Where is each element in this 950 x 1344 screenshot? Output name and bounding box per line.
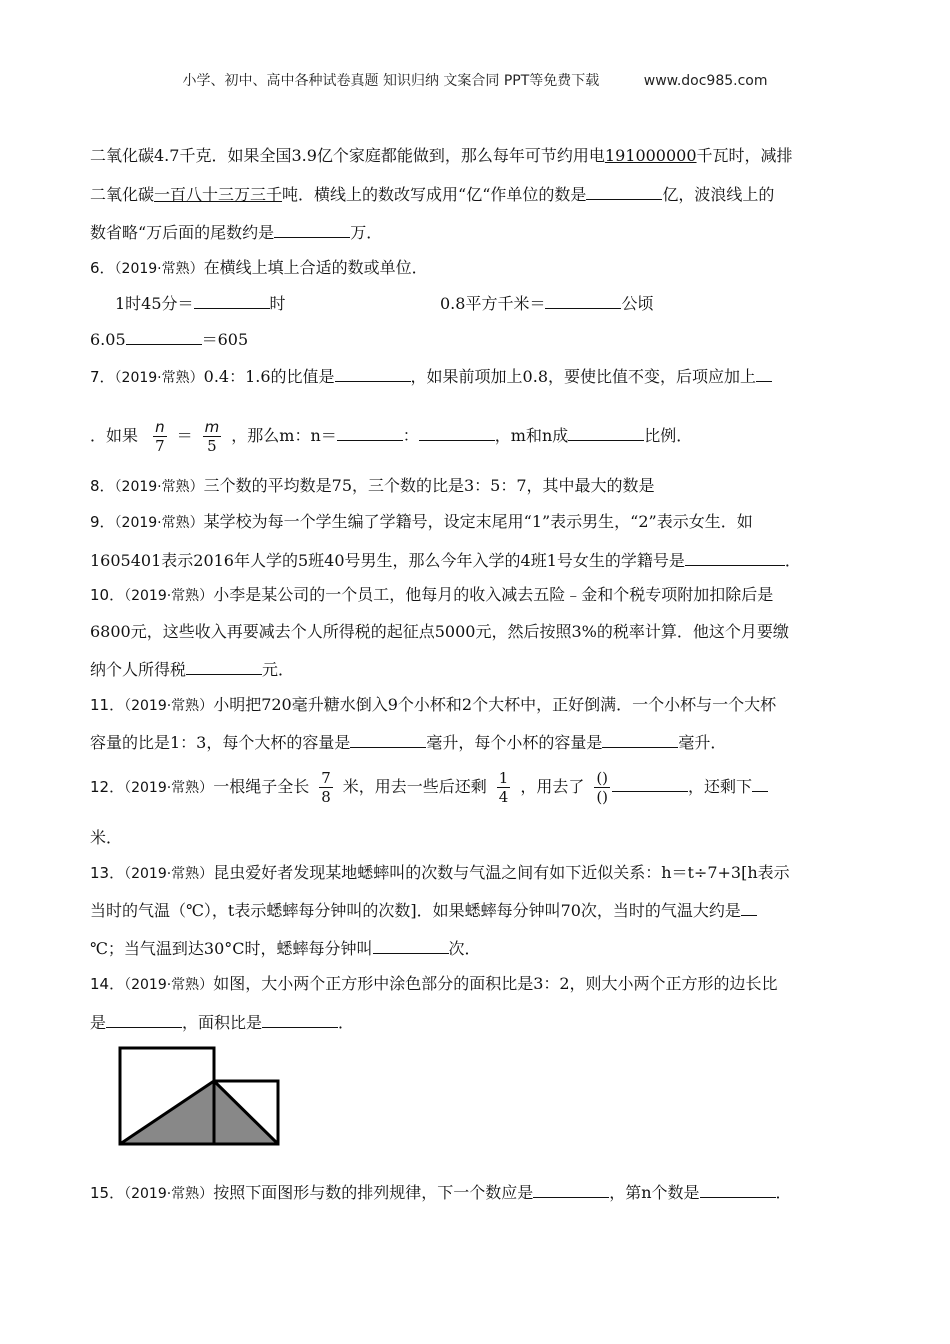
q11-line-2 [90, 731, 726, 754]
page-header [0, 70, 950, 90]
q13-blank-1[interactable] [741, 899, 757, 916]
q12-blank-1[interactable] [612, 775, 688, 792]
q7-blank-5[interactable] [568, 424, 644, 441]
q12-text: 米，用去一些后还剩 [342, 777, 487, 796]
q15-blank-2[interactable] [700, 1181, 776, 1198]
q15-text: ． [775, 1183, 792, 1202]
q11-blank-2[interactable] [602, 731, 678, 748]
q12-text: ，用去了 [520, 777, 585, 796]
q12-text: 米． [90, 828, 123, 847]
header-url[interactable]: www.doc985.com [643, 73, 768, 89]
q9-line-1 [90, 511, 753, 534]
q10-text: 元． [262, 660, 295, 679]
q14-text: ． [338, 1013, 355, 1032]
fraction-numerator: 7 [321, 769, 331, 787]
q7-text: 比例． [644, 426, 693, 445]
q5-blank-1[interactable] [586, 183, 662, 200]
q7-blank-2[interactable] [756, 365, 772, 382]
q13-blank-2[interactable] [373, 937, 449, 954]
q12-line-1 [90, 764, 768, 811]
question-source: （2019·常熟） [114, 261, 204, 277]
fraction-numerator: 1 [498, 769, 509, 787]
q5-text: 千瓦时，减排 [696, 146, 793, 165]
q8-text: 三个数的平均数是75，三个数的比是3：5：7，其中最大的数是 [203, 476, 655, 495]
q10-text: 纳个人所得税 [90, 660, 187, 679]
q15-blank-1[interactable] [533, 1181, 609, 1198]
q14-blank-2[interactable] [262, 1011, 338, 1028]
q9-text: 某学校为每一个学生编了学籍号，设定末尾用“1”表示男生，“2”表示女生．如 [203, 512, 753, 531]
q6-line-1 [90, 257, 428, 280]
question-source: （2019·常熟） [124, 977, 214, 993]
q13-line-2 [90, 899, 757, 922]
q10-line-1 [90, 584, 773, 607]
fraction-numerator: () [596, 769, 609, 787]
q10-text: 小李是某公司的一个员工，他每月的收入减去五险﹣金和个税专项附加扣除后是 [213, 585, 774, 604]
q7-text: ，如果前项加上0.8，要使比值不变，后项应加上 [410, 367, 756, 386]
q6-line-3 [90, 328, 248, 351]
q10-blank[interactable] [186, 658, 262, 675]
q6-item-3: 6.05 [90, 330, 126, 349]
q13-line-1 [90, 862, 790, 885]
q7-text: ．如果 [90, 426, 139, 445]
q6-text: 在横线上填上合适的数或单位． [203, 258, 428, 277]
fraction-denominator: 7 [155, 437, 165, 455]
q7-blank-3[interactable] [337, 424, 403, 441]
q6-item-1: 1时45分＝ [115, 294, 194, 313]
q13-text: 昆虫爱好者发现某地蟋蟀叫的次数与气温之间有如下近似关系：h＝t÷7+3[h表示 [213, 863, 790, 882]
question-number: 13． [90, 864, 125, 882]
q5-line-1 [90, 145, 793, 167]
q14-line-2 [90, 1011, 354, 1034]
question-source: （2019·常熟） [124, 780, 214, 796]
q5-underlined-number: 191000000 [604, 146, 697, 165]
question-number: 11． [90, 696, 125, 714]
q14-text: ，面积比是 [182, 1013, 263, 1032]
question-number: 7． [90, 368, 115, 386]
q14-line-1 [90, 973, 778, 996]
q5-text: 亿，波浪线上的 [662, 185, 775, 204]
q15-line-1 [90, 1181, 792, 1205]
question-number: 12． [90, 778, 125, 796]
q7-text: ，那么m：n＝ [231, 426, 337, 445]
q13-text: 当时的气温（℃），t表示蟋蟀每分钟叫的次数]．如果蟋蟀每分钟叫70次，当时的气温大约是 [90, 901, 741, 920]
q6-line-2 [115, 292, 286, 315]
q5-line-3 [90, 221, 382, 244]
q7-text: ，m和n成 [494, 426, 569, 445]
q5-blank-2[interactable] [274, 221, 350, 238]
question-number: 15． [90, 1184, 125, 1202]
q5-text: 万． [350, 223, 383, 242]
q7-line-1 [90, 365, 772, 389]
q6-unit-1: 时 [269, 294, 286, 313]
q6-blank-3[interactable] [126, 328, 202, 345]
q5-wavy-number: 一百八十三万三千 [154, 185, 283, 204]
q5-line-2 [90, 183, 774, 206]
q15-text: ，第n个数是 [609, 1183, 700, 1202]
fraction-denominator: () [596, 788, 609, 806]
question-source: （2019·常熟） [114, 370, 204, 386]
q9-text: 1605401表示2016年人学的5班40号男生，那么今年入学的4班1号女生的学籍号是 [90, 551, 685, 570]
q12-text: 一根绳子全长 [213, 777, 310, 796]
q6-item-2: 0.8平方千米＝ [440, 294, 546, 313]
q10-text: 6800元，这些收入再要减去个人所得税的起征点5000元，然后按照3%的税率计算．他这个月要缴 [90, 622, 789, 641]
q14-text: 是 [90, 1013, 107, 1032]
question-number: 14． [90, 975, 125, 993]
q13-text: ℃；当气温到达30°C时，蟋蟀每分钟叫 [90, 939, 373, 958]
question-source: （2019·常熟） [124, 588, 214, 604]
q12-blank-2[interactable] [752, 775, 768, 792]
q8-line-1 [90, 475, 655, 498]
question-number: 9． [90, 513, 115, 531]
question-source: （2019·常熟） [124, 1186, 214, 1202]
q11-text: 容量的比是1：3，每个大杯的容量是 [90, 733, 351, 752]
q7-line-2 [90, 414, 692, 458]
question-source: （2019·常熟） [124, 698, 214, 714]
q7-blank-1[interactable] [335, 365, 411, 382]
q7-text: 0.4：1.6的比值是 [203, 367, 335, 386]
q7-blank-4[interactable] [419, 424, 495, 441]
q11-text: 毫升，每个小杯的容量是 [426, 733, 603, 752]
q13-text: 次． [448, 939, 481, 958]
q14-text: 如图，大小两个正方形中涂色部分的面积比是3：2，则大小两个正方形的边长比 [213, 974, 778, 993]
q11-text: 毫升． [678, 733, 727, 752]
question-number: 6． [90, 259, 115, 277]
q6-blank-1[interactable] [194, 292, 270, 309]
q10-line-3 [90, 658, 294, 681]
q14-squares-figure [112, 1040, 284, 1152]
fraction-numerator: n [155, 418, 165, 436]
q9-line-2 [90, 549, 801, 572]
question-source: （2019·常熟） [114, 515, 204, 531]
question-number: 10． [90, 586, 125, 604]
q11-line-1 [90, 694, 776, 717]
q14-blank-1[interactable] [106, 1011, 182, 1028]
q7-fraction-2 [203, 418, 222, 455]
q13-line-3 [90, 937, 481, 960]
q9-blank[interactable] [685, 549, 785, 566]
fraction-numerator: m [204, 418, 220, 436]
header-text: 小学、初中、高中各种试卷真题 知识归纳 文案合同 PPT等免费下载 [182, 73, 600, 89]
q12-text: ，还剩下 [688, 777, 753, 796]
equals-sign: ＝ [176, 426, 193, 445]
q9-text: ． [784, 551, 801, 570]
q12-fraction-2 [497, 769, 511, 806]
q5-text: 数省略“万后面的尾数约是 [90, 223, 275, 242]
q5-text: 二氧化碳4.7千克．如果全国3.9亿个家庭都能做到，那么每年可节约用电 [90, 146, 605, 165]
q12-fraction-1 [319, 769, 333, 806]
q7-colon: ： [402, 426, 419, 445]
q12-fraction-blank[interactable] [594, 769, 610, 806]
q6-blank-2[interactable] [545, 292, 621, 309]
q7-fraction-1 [153, 418, 167, 455]
question-number: 8． [90, 477, 115, 495]
q15-text: 按照下面图形与数的排列规律，下一个数应是 [213, 1183, 534, 1202]
q6-line-2b [440, 292, 653, 315]
fraction-denominator: 8 [321, 788, 331, 806]
q10-line-2 [90, 621, 789, 643]
q11-text: 小明把720毫升糖水倒入9个小杯和2个大杯中，正好倒满．一个小杯与一个大杯 [213, 695, 777, 714]
q11-blank-1[interactable] [350, 731, 426, 748]
q5-text: 二氧化碳 [90, 185, 155, 204]
question-source: （2019·常熟） [124, 866, 214, 882]
q6-item-3-result: ＝605 [201, 330, 249, 349]
fraction-denominator: 5 [207, 437, 217, 455]
question-source: （2019·常熟） [114, 479, 204, 495]
q5-text: 吨．横线上的数改写成用“亿“作单位的数是 [282, 185, 587, 204]
fraction-denominator: 4 [498, 788, 509, 806]
q6-unit-2: 公顷 [621, 294, 654, 313]
q12-line-2 [90, 827, 122, 849]
